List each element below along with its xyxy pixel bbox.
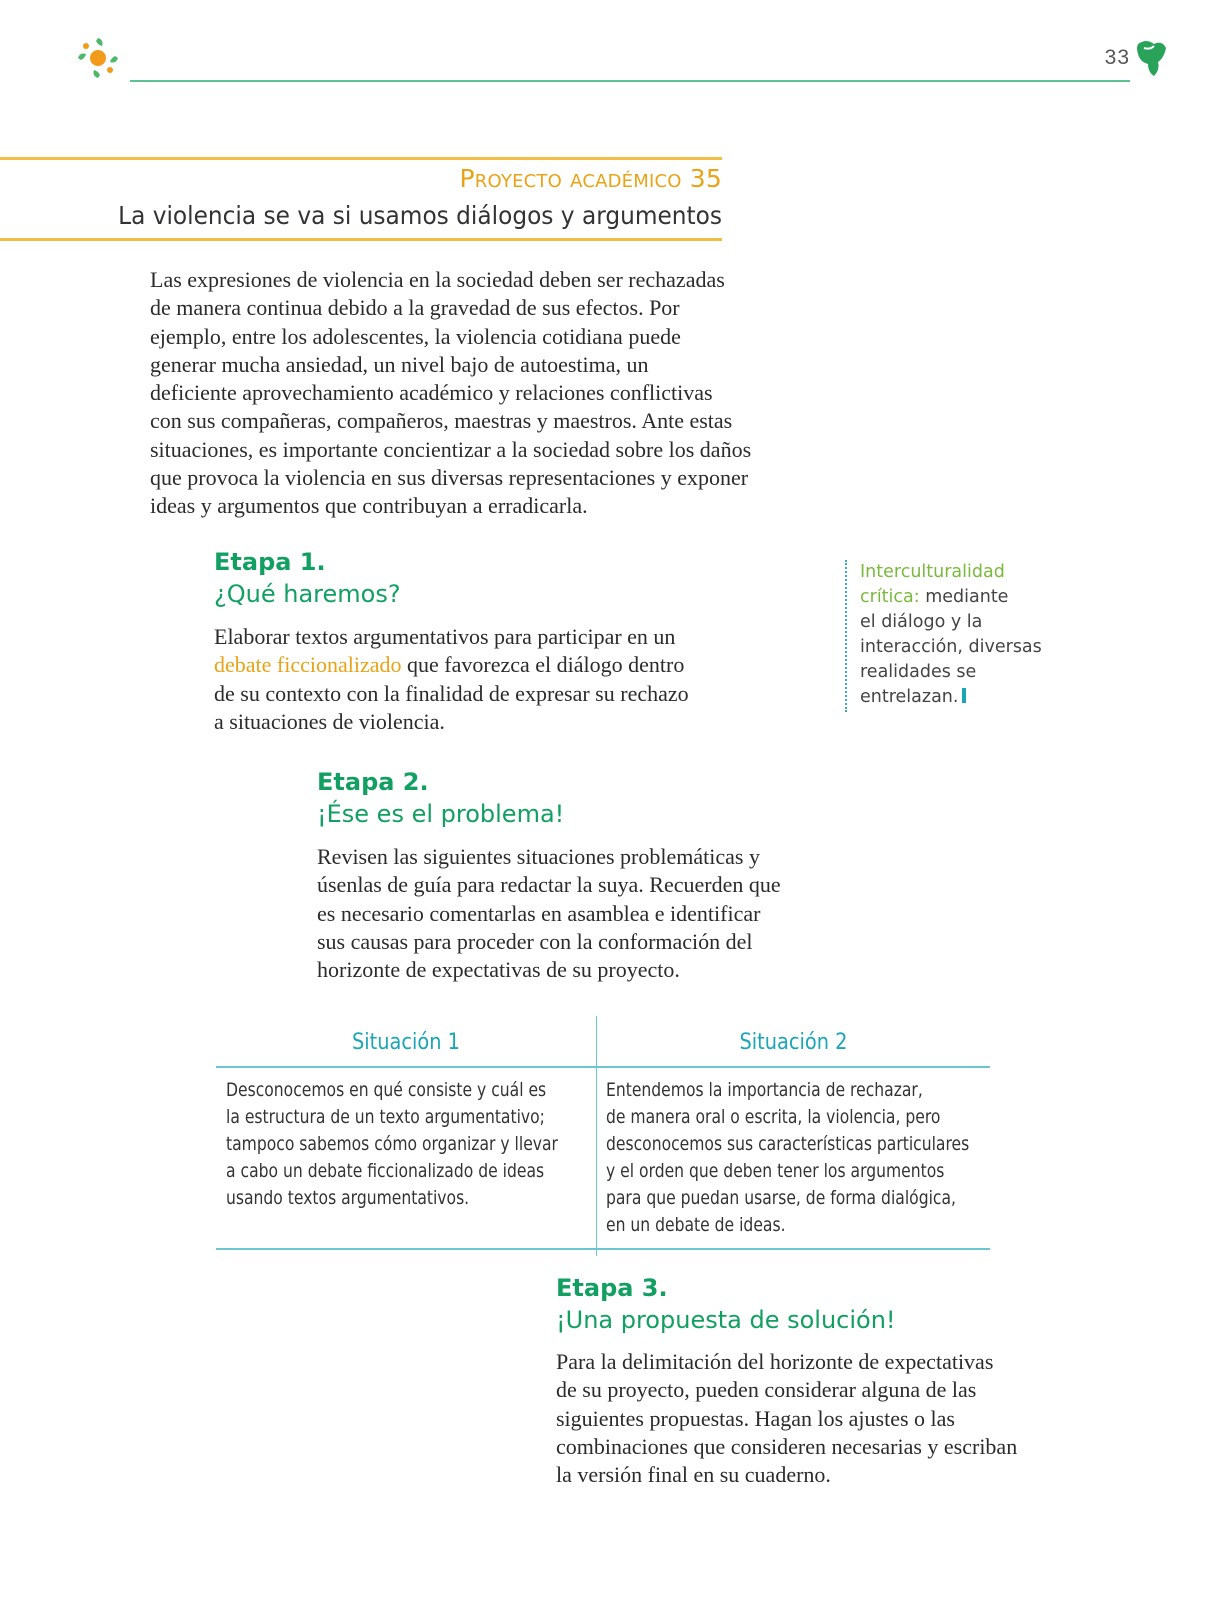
sidebar-line: el diálogo y la	[860, 612, 983, 632]
etapa3-heading	[556, 1272, 896, 1336]
etapa3-line: de su proyecto, pueden considerar alguna de las	[556, 1377, 977, 1403]
intro-line: que provoca la violencia en sus diversas representaciones y exponer	[150, 465, 749, 491]
intro-line: ideas y argumentos que contribuyan a erradicarla.	[150, 493, 588, 519]
etapa3-number: Etapa 3.	[556, 1274, 668, 1302]
table-cell-line: y el orden que deben tener los argumentos	[606, 1160, 945, 1182]
intro-line: situaciones, es importante concientizar a la sociedad sobre los daños	[150, 436, 752, 462]
table-cell-line: Desconocemos en qué consiste y cuál es	[226, 1079, 547, 1101]
intro-paragraph	[150, 266, 800, 521]
etapa2-heading	[317, 766, 564, 830]
intro-line: Las expresiones de violencia en la sociedad deben ser rechazadas	[150, 267, 725, 292]
etapa1-title: ¿Qué haremos?	[214, 580, 401, 608]
sidebar-line: realidades se	[860, 662, 977, 682]
etapa1-line: de su contexto con la finalidad de expresar su rechazo	[214, 680, 689, 706]
table-cell-line: desconocemos sus características particulares	[606, 1133, 970, 1155]
etapa2-line: es necesario comentarlas en asamblea e identificar	[317, 900, 761, 926]
table-cell-line: a cabo un debate ficcionalizado de ideas	[226, 1160, 545, 1182]
table-bottom-rule	[216, 1248, 990, 1250]
sidebar-line-last	[860, 685, 1060, 710]
intro-line: deficiente aprovechamiento académico y relaciones conflictivas	[150, 380, 713, 406]
table-cell-line: la estructura de un texto argumentativo;	[226, 1106, 545, 1128]
etapa1-line-rest: que favorezca el diálogo dentro	[401, 652, 685, 678]
title-rule-bottom	[0, 238, 722, 241]
etapa3-paragraph	[556, 1348, 1056, 1489]
table-cell-line: usando textos argumentativos.	[226, 1187, 470, 1209]
table-header-situacion-2: Situación 2	[739, 1030, 848, 1055]
table-cell-situacion-1	[226, 1077, 558, 1212]
green-glyph-icon	[1134, 38, 1170, 78]
etapa2-line: horizonte de expectativas de su proyecto.	[317, 957, 680, 983]
sidebar-term: Interculturalidad	[860, 562, 1005, 582]
intro-line: con sus compañeras, compañeros, maestras y maestros. Ante estas	[150, 408, 733, 434]
etapa1-number: Etapa 1.	[214, 548, 326, 576]
table-column-divider	[596, 1016, 597, 1256]
etapa1-line: Elaborar textos argumentativos para participar en un	[214, 624, 676, 649]
table-cell-line: Entendemos la importancia de rechazar,	[606, 1079, 923, 1101]
table-cell-situacion-2	[606, 1077, 969, 1239]
etapa2-number: Etapa 2.	[317, 768, 429, 796]
etapa2-line: úsenlas de guía para redactar la suya. Recuerden que	[317, 872, 781, 898]
title-rule-top	[0, 157, 722, 160]
sidebar-line-rest: mediante	[919, 587, 1009, 607]
etapa2-title: ¡Ése es el problema!	[317, 800, 565, 828]
table-cell-line: de manera oral o escrita, la violencia, pero	[606, 1106, 941, 1128]
table-header-rule	[216, 1066, 990, 1068]
end-mark-icon	[962, 688, 966, 703]
project-title: La violencia se va si usamos diálogos y argumentos	[118, 201, 722, 230]
etapa3-line: combinaciones que consideren necesarias y escriban	[556, 1433, 1018, 1459]
etapa1-line: a situaciones de violencia.	[214, 708, 445, 734]
page-number: 33	[1104, 46, 1130, 69]
etapa3-line: la versión final en su cuaderno.	[556, 1462, 831, 1488]
etapa1-line	[214, 651, 734, 679]
project-label: Proyecto académico 35	[459, 164, 722, 193]
etapa2-line: sus causas para proceder con la conformación del	[317, 928, 753, 954]
header-rule	[130, 80, 1130, 82]
etapa3-line: Para la delimitación del horizonte de expectativas	[556, 1349, 994, 1374]
etapa2-line: Revisen las siguientes situaciones problemáticas y	[317, 844, 760, 869]
sidebar-line: interacción, diversas	[860, 637, 1042, 657]
etapa3-line: siguientes propuestas. Hagan los ajustes o las	[556, 1405, 955, 1431]
sidebar-line	[860, 585, 1060, 610]
table-cell-line: tampoco sabemos cómo organizar y llevar	[226, 1133, 558, 1155]
etapa1-heading	[214, 546, 401, 610]
sidebar-line-text: entrelazan.	[860, 687, 959, 707]
etapa1-paragraph	[214, 623, 734, 736]
table-header-situacion-1: Situación 1	[351, 1030, 460, 1055]
glossary-term-debate: debate ficcionalizado	[214, 652, 402, 678]
sidebar-glossary-note	[845, 560, 1060, 712]
table-cell-line: para que puedan usarse, de forma dialógica,	[606, 1187, 956, 1209]
sidebar-term-2: crítica:	[860, 587, 920, 607]
etapa3-title: ¡Una propuesta de solución!	[556, 1306, 896, 1334]
intro-line: generar mucha ansiedad, un nivel bajo de autoestima, un	[150, 351, 649, 377]
etapa2-paragraph	[317, 843, 817, 984]
table-cell-line: en un debate de ideas.	[606, 1214, 786, 1236]
intro-line: ejemplo, entre los adolescentes, la violencia cotidiana puede	[150, 323, 681, 349]
flower-logo-icon	[72, 32, 124, 84]
intro-line: de manera continua debido a la gravedad de sus efectos. Por	[150, 295, 680, 321]
